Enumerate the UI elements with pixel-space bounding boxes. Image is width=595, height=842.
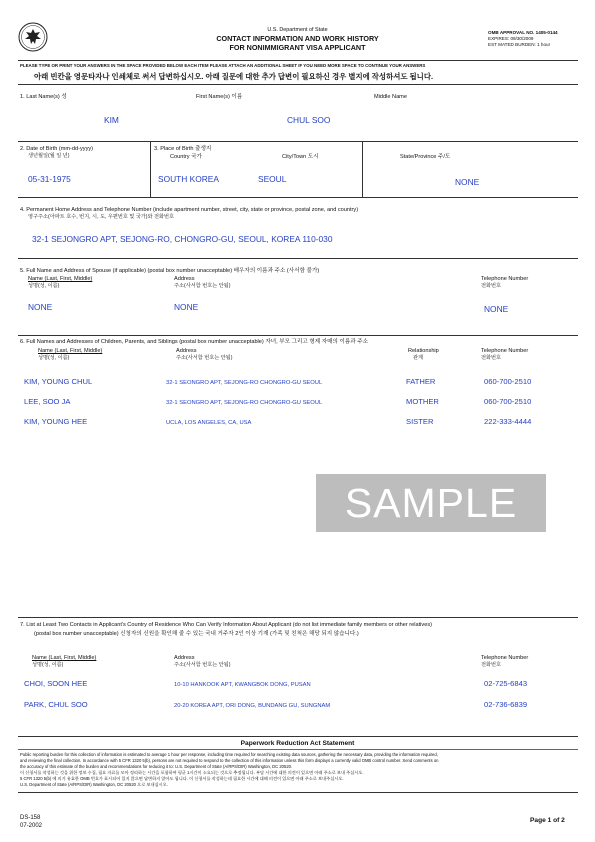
omb-approval: OMB APPROVAL NO. 1405-0144 bbox=[488, 30, 558, 35]
country-label: Country 국가 bbox=[170, 154, 202, 160]
pob-label: 3. Place of Birth 출생지 bbox=[154, 146, 212, 152]
contacts-name-label: Name (Last, First, Middle) bbox=[32, 655, 97, 661]
city-value[interactable]: SEOUL bbox=[258, 174, 287, 184]
spouse-address-label: Address bbox=[174, 276, 195, 282]
spouse-label: 5. Full Name and Address of Spouse (if applicable) (postal box number unacceptable) 배우자의 이름과 주소 (사서함 불가) bbox=[20, 268, 320, 274]
family-row2-name[interactable]: LEE, SOO JA bbox=[24, 397, 71, 406]
contacts-address-label: Address bbox=[174, 655, 195, 661]
family-row2-relationship[interactable]: MOTHER bbox=[406, 397, 439, 406]
family-row2-phone[interactable]: 060-700-2510 bbox=[484, 397, 532, 406]
home-address-korean-label: 영구주소(아파트 호수, 번지, 시, 도, 우편번호 및 국가)와 전화번호 bbox=[28, 214, 175, 220]
form-number: DS-158 bbox=[20, 815, 41, 821]
form-date: 07-2002 bbox=[20, 823, 43, 829]
contacts-label-2: (postal box number unacceptable) 신청자의 신원을 확인해 줄 수 있는 국내 거주자 2인 이상 기재 (가족 및 친척은 해당 되지 않습니다.) bbox=[34, 631, 359, 637]
contact-row1-phone[interactable]: 02-725-6843 bbox=[484, 679, 528, 688]
family-relationship-korean-label: 관계 bbox=[413, 355, 424, 361]
paperwork-title: Paperwork Reduction Act Statement bbox=[240, 740, 355, 747]
family-name-korean-label: 성명(성, 이름) bbox=[38, 355, 70, 361]
contacts-address-korean-label: 주소(사서함 번호는 안됨) bbox=[174, 662, 231, 668]
family-name-label: Name (Last, First, Middle) bbox=[38, 348, 103, 354]
family-row3-name[interactable]: KIM, YOUNG HEE bbox=[24, 417, 88, 426]
paperwork-korean-3: U.S. Department of State (A/RPS/DIR) Washington, DC 20520 으로 보내십시오. bbox=[20, 782, 168, 787]
department-name: U.S. Department of State bbox=[267, 27, 328, 33]
family-address-label: Address bbox=[176, 348, 197, 354]
home-address-label: 4. Permanent Home Address and Telephone Number (include apartment number, street, city, state or province, postal zone, and country) bbox=[20, 207, 359, 213]
spouse-name-value[interactable]: NONE bbox=[28, 302, 53, 312]
instructions-korean: 아래 빈칸을 영문타자나 인쇄체로 써서 답변하십시오. 아래 질문에 대한 추가 답변이 필요하신 경우 별지에 작성하셔도 됩니다. bbox=[34, 72, 434, 81]
contacts-label: 7. List at Least Two Contacts in Applicant's Country of Residence Who Can Verify Information About Applicant (do not list immediate family members or other relatives) bbox=[20, 622, 432, 628]
form-title-line2: FOR NONIMMIGRANT VISA APPLICANT bbox=[229, 43, 366, 52]
contact-row2-name[interactable]: PARK, CHUL SOO bbox=[24, 700, 88, 709]
contact-row2-address[interactable]: 20-20 KOREA APT, ORI DONG, BUNDANG GU, SUNGNAM bbox=[174, 703, 331, 709]
middle-name-label: Middle Name bbox=[374, 94, 407, 100]
instructions-english: PLEASE TYPE OR PRINT YOUR ANSWERS IN THE SPACE PROVIDED BELOW EACH ITEM PLEASE ATTACH AN ADDITIONAL SHEET IF YOU NEED MORE SPACE TO CONTINUE YOUR ANSWERS bbox=[20, 63, 426, 68]
state-label: State/Province 주/도 bbox=[400, 154, 451, 160]
spouse-address-value[interactable]: NONE bbox=[174, 302, 199, 312]
last-name-label: 1. Last Name(s) 성 bbox=[20, 94, 67, 100]
dob-korean-label: 생년월일(월 일 년) bbox=[28, 153, 70, 159]
family-phone-korean-label: 전화번호 bbox=[481, 355, 502, 361]
country-value[interactable]: SOUTH KOREA bbox=[158, 174, 219, 184]
first-name-label: First Name(s) 이름 bbox=[196, 94, 243, 100]
family-row1-relationship[interactable]: FATHER bbox=[406, 377, 436, 386]
family-address-korean-label: 주소(사서함 번호는 안됨) bbox=[176, 355, 233, 361]
omb-expires: EXPIRES: 09/30/2009 bbox=[488, 36, 534, 41]
paperwork-text-3: the accuracy of this estimate of the burden and recommendations for reducing it to: U.S. Department of State (A/RPS/DIR) Washington, DC 20520. bbox=[20, 764, 293, 769]
dob-value[interactable]: 05-31-1975 bbox=[28, 174, 71, 184]
family-row3-address[interactable]: UCLA, LOS ANGELES, CA, USA bbox=[166, 420, 252, 426]
dob-label: 2. Date of Birth (mm-dd-yyyy) bbox=[20, 146, 94, 152]
paperwork-text-1: Public reporting burden for this collection of information is estimated to average 1 hour per response, including time required for searching existing data sources, gathering the necessary data, providing the information required, bbox=[20, 752, 438, 757]
page-number: Page 1 of 2 bbox=[530, 817, 565, 824]
first-name-value[interactable]: CHUL SOO bbox=[287, 115, 331, 125]
spouse-name-korean-label: 성명(성, 이름) bbox=[28, 283, 60, 289]
spouse-phone-value[interactable]: NONE bbox=[484, 304, 509, 314]
family-relationship-label: Relationship bbox=[408, 348, 439, 354]
contact-row2-phone[interactable]: 02-736-6839 bbox=[484, 700, 528, 709]
family-row1-phone[interactable]: 060-700-2510 bbox=[484, 377, 532, 386]
spouse-phone-korean-label: 전화번호 bbox=[481, 283, 502, 289]
contacts-name-korean-label: 성명(성, 이름) bbox=[32, 662, 64, 668]
family-row3-relationship[interactable]: SISTER bbox=[406, 417, 434, 426]
form-title-line1: CONTACT INFORMATION AND WORK HISTORY bbox=[216, 34, 379, 43]
paperwork-korean-2: 5 CFR 1320 5(b) 에 의거 유효한 OMB 번호가 표시되어 있지 않으면 답변하지 않아도 됩니다. 이 신청서를 작성하는데 필요한 시간에 대해 의견이 있으면 아래 주소로 보내주십시오. bbox=[20, 776, 344, 781]
family-phone-label: Telephone Number bbox=[481, 348, 529, 354]
family-row1-address[interactable]: 32-1 SEONGRO APT, SEJONG-RO CHONGRO-GU SEOUL bbox=[166, 380, 323, 386]
spouse-phone-label: Telephone Number bbox=[481, 276, 529, 282]
home-address-value[interactable]: 32-1 SEJONGRO APT, SEJONG-RO, CHONGRO-GU, SEOUL, KOREA 110-030 bbox=[32, 234, 333, 244]
last-name-value[interactable]: KIM bbox=[104, 115, 119, 125]
state-value[interactable]: NONE bbox=[455, 177, 480, 187]
contacts-phone-korean-label: 전화번호 bbox=[481, 662, 502, 668]
omb-burden: EST MATED BURDEN: 1 hour bbox=[488, 42, 551, 47]
contact-row1-name[interactable]: CHOI, SOON HEE bbox=[24, 679, 88, 688]
city-label: City/Town 도시 bbox=[282, 154, 319, 160]
family-label: 6. Full Names and Addresses of Children, Parents, and Siblings (postal box number unacceptable) 자녀, 부모 그리고 형제 자매의 이름과 주소 bbox=[20, 339, 369, 345]
contacts-phone-label: Telephone Number bbox=[481, 655, 529, 661]
paperwork-korean-1: 이 신청서를 작성하는 것을 위한 정보 수집, 필요 자료를 모아 정리하는 시간을 포함하여 평균 1시간이 소요되는 것으로 추정됩니다. 부담 시간에 대한 의견이 있으면 아래 주소로 보내 주십시오. bbox=[20, 770, 364, 775]
family-row2-address[interactable]: 32-1 SEONGRO APT, SEJONG-RO CHONGRO-GU SEOUL bbox=[166, 400, 323, 406]
contact-row1-address[interactable]: 10-10 HANKOOK APT, KWANGBOK DONG, PUSAN bbox=[174, 682, 311, 688]
spouse-name-label: Name (Last, First, Middle) bbox=[28, 276, 93, 282]
family-row1-name[interactable]: KIM, YOUNG CHUL bbox=[24, 377, 93, 386]
paperwork-text-2: and reviewing the final collection. In accordance with 5 CFR 1320 5(b), persons are not required to respond to the collection of this information unless this form displays a currently valid OMB control number. Send comments on bbox=[20, 758, 439, 763]
sample-watermark: SAMPLE bbox=[316, 474, 546, 532]
spouse-address-korean-label: 주소(사서함 번호는 안됨) bbox=[174, 283, 231, 289]
family-row3-phone[interactable]: 222-333-4444 bbox=[484, 417, 532, 426]
